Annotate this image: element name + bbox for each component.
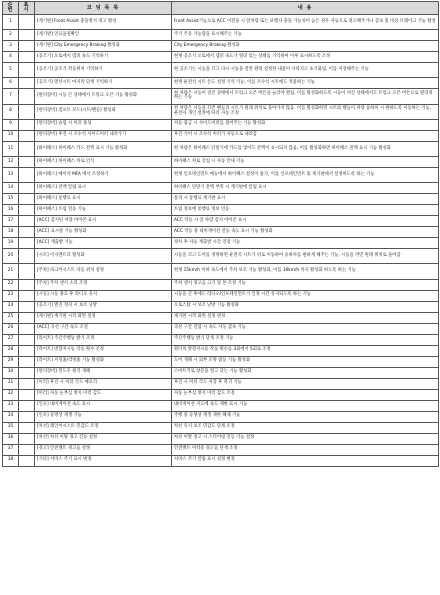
row-mark	[19, 455, 35, 466]
row-mark	[19, 301, 35, 312]
row-number: 19	[3, 238, 19, 249]
row-description: 시동을 끄고 도어를 개방하면 운전석 시트가 뒤로 이동하여 승하차를 편하게 해주는 기능, 시동을 켜면 원래 위치로 돌아감	[172, 249, 439, 264]
row-number: 17	[3, 216, 19, 227]
row-number: 5	[3, 63, 19, 78]
table-row	[3, 411, 439, 422]
row-coding-name: [미러] 자동 눈부심 방지 미러 감도	[35, 389, 172, 400]
row-coding-name: [미러] 후진 시 미러 각도 메모리	[35, 378, 172, 389]
row-coding-name: [계기판] City Emergency Braking 활성화	[35, 41, 172, 52]
row-description: 현 차량은 시동이 걸린 상태에서 트렁크 오픈 버튼을 눌러야 열림, 이를 활성화하도록 시동이 꺼진 상태에서도 트렁크 오픈 버튼으로 열리게 하는 기능	[172, 89, 439, 104]
row-coding-name: [하이패스] 트립 연동 기능	[35, 205, 172, 216]
row-mark	[19, 411, 35, 422]
row-number: 3	[3, 41, 19, 52]
row-number: 15	[3, 194, 19, 205]
row-mark	[19, 119, 35, 130]
row-description: 통과 시 통행료 계기판 표시	[172, 194, 439, 205]
row-mark	[19, 227, 35, 238]
row-coding-name: [공조기] 엔진 정지 시 보조 난방	[35, 301, 172, 312]
table-row	[3, 290, 439, 301]
table-row	[3, 301, 439, 312]
row-number: 7	[3, 89, 19, 104]
row-description: ACC 작동 중 내비게이션 연동 속도 표시 기능 활성화	[172, 227, 439, 238]
header-desc: 내 용	[172, 2, 439, 15]
row-mark	[19, 63, 35, 78]
row-description: 계기판 시작 화면 설정 변경	[172, 312, 439, 323]
table-row	[3, 216, 439, 227]
row-number: 20	[3, 249, 19, 264]
row-coding-name: [계기판] 연료품질확인	[35, 30, 172, 41]
row-coding-name: [하이패스] 메이커 MFA 에서 조정하기	[35, 167, 172, 182]
row-description: 주차 센서 경고음 크기 및 톤 조정 기능	[172, 279, 439, 290]
row-coding-name: [하이패스] 통행료 표시	[35, 194, 172, 205]
row-description: 주간주행등 밝기 단계 조정 기능	[172, 334, 439, 345]
row-mark	[19, 89, 35, 104]
table-body	[3, 15, 439, 467]
row-number: 16	[3, 205, 19, 216]
row-number: 36	[3, 433, 19, 444]
row-mark	[19, 238, 35, 249]
row-coding-name: [인포] 동영상 재생 기능	[35, 411, 172, 422]
row-coding-name: [주차] 파크어시스트 자동 위치 설정	[35, 264, 172, 279]
row-number: 26	[3, 323, 19, 334]
row-number: 12	[3, 156, 19, 167]
row-coding-name: [차선] 차선 이탈 경고 진동 설정	[35, 433, 172, 444]
table-row	[3, 30, 439, 41]
row-mark	[19, 78, 35, 89]
row-description: 현재 공조기 오토에서 댐퍼 속도가 열려 있는 상태를 기억하여 이후 표시하도록 조정	[172, 52, 439, 63]
row-coding-name: [공조기] 오토에서 댐퍼 속도 기억하기	[35, 52, 172, 63]
row-mark	[19, 167, 35, 182]
row-description: 차선 유지 보조 민감도 단계 조정	[172, 422, 439, 433]
row-number: 29	[3, 356, 19, 367]
row-coding-name: [ACC] 표시창 기능 활성화	[35, 227, 172, 238]
row-number: 8	[3, 104, 19, 119]
table-row	[3, 356, 439, 367]
table-row	[3, 345, 439, 356]
table-row	[3, 89, 439, 104]
row-description: 주행 중 동영상 재생 제한 해제 기능	[172, 411, 439, 422]
row-number: 25	[3, 312, 19, 323]
row-number: 22	[3, 279, 19, 290]
row-coding-name: [시트] 이지엔트리 활성화	[35, 249, 172, 264]
table-row	[3, 41, 439, 52]
row-description: 하이패스 단말기 잔액 부족 시 계기판에 알림 표시	[172, 183, 439, 194]
row-description: 내비게이션 지도에 속도 제한 표시 기능	[172, 400, 439, 411]
table-row	[3, 238, 439, 249]
table-row	[3, 367, 439, 378]
row-description: 현 차량은 하이패스 단말기에 카드를 넣어도 잔액이 표시되지 않음, 이를 활성화하면 하이패스 잔액 표시 기능 활성화	[172, 141, 439, 156]
row-description: 원터치 방향지시등 작동 횟수를 3회에서 5회로 조정	[172, 345, 439, 356]
table-row	[3, 249, 439, 264]
row-coding-name: [주차] 주차 센서 소리 조정	[35, 279, 172, 290]
row-mark	[19, 422, 35, 433]
row-mark	[19, 130, 35, 141]
row-coding-name: [라이트] 커밍홈/리빙홈 기능 활성화	[35, 356, 172, 367]
row-number: 24	[3, 301, 19, 312]
row-description: 도어 개폐 시 외부 조명 점등 기능 활성화	[172, 356, 439, 367]
row-mark	[19, 52, 35, 63]
row-description: ACC 작동 시 앞 차량 감지 아이콘 표시	[172, 216, 439, 227]
row-coding-name: [라이트] 주간주행등 밝기 조정	[35, 334, 172, 345]
row-number: 9	[3, 119, 19, 130]
row-number: 2	[3, 30, 19, 41]
row-number: 27	[3, 334, 19, 345]
row-mark	[19, 389, 35, 400]
row-mark	[19, 323, 35, 334]
row-mark	[19, 141, 35, 156]
table-row	[3, 156, 439, 167]
table-row	[3, 119, 439, 130]
header-mark: 표시	[19, 2, 35, 15]
row-coding-name: [ACC] 곡선 구간 속도 조절	[35, 323, 172, 334]
row-description: 서비스 주기 알림 표시 설정 변경	[172, 455, 439, 466]
row-number: 34	[3, 411, 19, 422]
row-mark	[19, 290, 35, 301]
row-number: 18	[3, 227, 19, 238]
row-mark	[19, 30, 35, 41]
row-coding-name: [하이패스] 하이패스 카드 잔액 표시 기능 활성화	[35, 141, 172, 156]
row-number: 14	[3, 183, 19, 194]
row-description: 자동 눈부심 방지 미러 감도 조정	[172, 389, 439, 400]
table-row	[3, 334, 439, 345]
table-row	[3, 264, 439, 279]
row-mark	[19, 279, 35, 290]
coding-list-page	[2, 1, 438, 593]
row-description: 자동 잠금 시 사이드미러를 접어주는 기능 활성화	[172, 119, 439, 130]
table-row	[3, 444, 439, 455]
row-coding-name: [하이패스] 잔액 알림 표시	[35, 183, 172, 194]
row-mark	[19, 216, 35, 227]
row-mark	[19, 433, 35, 444]
row-description: 스마트키로 창문을 열고 닫는 기능 활성화	[172, 367, 439, 378]
row-description: 정차 후 자동 재출발 시간 연장 기능	[172, 238, 439, 249]
row-mark	[19, 104, 35, 119]
row-coding-name: [라이트] 방향지시등 작동 횟수 조정	[35, 345, 172, 356]
row-description: 현 공조기는 시동을 끄고 다시 시동을 걸면 원래 설정된 내용이 사라지고 초기화됨, 이를 저장해주는 기능	[172, 63, 439, 78]
table-row	[3, 63, 439, 78]
table-row	[3, 52, 439, 63]
row-number: 30	[3, 367, 19, 378]
row-description: 시동을 끈 후에도 라디오/인포테인먼트가 일정 시간 유지되도록 하는 기능	[172, 290, 439, 301]
row-mark	[19, 249, 35, 264]
row-coding-name: [경고] 안전벨트 경고음 설정	[35, 444, 172, 455]
row-description: 안전벨트 미착용 경고음 단계 조정	[172, 444, 439, 455]
table-row	[3, 312, 439, 323]
row-coding-name: [계기판] Front Assist 충돌방지 경고 활성	[35, 15, 172, 30]
header-no: 순번	[3, 2, 19, 15]
row-description: Front Assist기능으로 ACC 이전을 시 앞차량 또는 보행자 충돌 가능성이 높은 경우 자동으로 경고해주거나 감속 및 비상 브레이크 기능 활성	[172, 15, 439, 30]
table-row	[3, 389, 439, 400]
row-coding-name: [공조기] 열선시트 마지막 단계 기억하기	[35, 78, 172, 89]
row-coding-name: [ACC] 감지된 차량 아이콘 표시	[35, 216, 172, 227]
row-number: 10	[3, 130, 19, 141]
row-mark	[19, 205, 35, 216]
row-coding-name: [인포] 내비게이션 속도 표시	[35, 400, 172, 411]
table-row	[3, 378, 439, 389]
row-mark	[19, 312, 35, 323]
row-number: 31	[3, 378, 19, 389]
row-description: 주기 주유 가능량을 표시해주는 기능	[172, 30, 439, 41]
row-coding-name: [편의장비] 시동 끈 상태에서 트렁크 오픈 기능 활성화	[35, 89, 172, 104]
row-number: 32	[3, 389, 19, 400]
table-row	[3, 194, 439, 205]
table-row	[3, 130, 439, 141]
row-mark	[19, 378, 35, 389]
row-description: 현 차량은 시동을 끄면 핸들과 시트가 원래 위치로 돌아가지 않음. 이를 활성화하면 시트와 핸들이 차량 승하차 시 편하도록 이동하는 기능, 운전자 개인 설정에 따라 자동 조정	[172, 104, 439, 119]
row-mark	[19, 367, 35, 378]
table-row	[3, 279, 439, 290]
table-row	[3, 15, 439, 30]
row-mark	[19, 444, 35, 455]
row-coding-name: [시동] 시동 종료 후 라디오 유지	[35, 290, 172, 301]
row-mark	[19, 400, 35, 411]
row-mark	[19, 183, 35, 194]
table-row	[3, 167, 439, 182]
row-mark	[19, 264, 35, 279]
row-mark	[19, 41, 35, 52]
row-mark	[19, 356, 35, 367]
row-number: 1	[3, 15, 19, 30]
row-mark	[19, 15, 35, 30]
row-number: 35	[3, 422, 19, 433]
row-description: 현재 운전석 시트 온도 설정 기억 기능, 이를 조수석 시트에도 적용하는 기능	[172, 78, 439, 89]
table-row	[3, 141, 439, 156]
row-number: 38	[3, 455, 19, 466]
row-number: 33	[3, 400, 19, 411]
coding-list-table	[2, 1, 439, 467]
row-coding-name: [기타] 서비스 주기 표시 변경	[35, 455, 172, 466]
table-header-row	[3, 2, 439, 15]
row-coding-name: [하이패스] 하이패스 차로 인식	[35, 156, 172, 167]
row-number: 6	[3, 78, 19, 89]
row-coding-name: [ACC] 재출발 기능	[35, 238, 172, 249]
row-mark	[19, 194, 35, 205]
row-number: 4	[3, 52, 19, 63]
table-row	[3, 455, 439, 466]
row-coding-name: [편의장비] 컴포트 모드(시트/핸들) 활성화	[35, 104, 172, 119]
row-coding-name: [편의장비] 후진 시 조수석 사이드미러 내려가기	[35, 130, 172, 141]
row-number: 28	[3, 345, 19, 356]
row-description: 오토스탑 시 보조 난방 기능 활성화	[172, 301, 439, 312]
row-description: 후진 기어 시 조수석 미러가 자동으로 내려감	[172, 130, 439, 141]
row-mark	[19, 334, 35, 345]
row-description: 하이패스 차로 진입 시 자동 안내 기능	[172, 156, 439, 167]
row-number: 21	[3, 264, 19, 279]
table-row	[3, 323, 439, 334]
row-mark	[19, 345, 35, 356]
row-coding-name: [차선] 레인어시스트 민감도 조정	[35, 422, 172, 433]
row-description: 곡선 구간 진입 시 속도 자동 감속 기능	[172, 323, 439, 334]
row-number: 37	[3, 444, 19, 455]
table-row	[3, 183, 439, 194]
table-row	[3, 422, 439, 433]
row-coding-name: [공조기] 공조기 작동위치 기억하기	[35, 63, 172, 78]
row-description: 차선 이탈 경고 시 스티어링 진동 기능 설정	[172, 433, 439, 444]
row-coding-name: [편의장비] 슬립 시 미러 폴딩	[35, 119, 172, 130]
header-name: 코 딩 목 록	[35, 2, 172, 15]
row-number: 23	[3, 290, 19, 301]
table-row	[3, 205, 439, 216]
row-description: 현재 15km/h 이하 속도에서 주차 보조 기능 활성화, 이를 30km/h 까지 활성화 하도록 하는 기능	[172, 264, 439, 279]
row-description: City Emergency Braking 활성화	[172, 41, 439, 52]
row-coding-name: [계기판] 계기판 시작 화면 설정	[35, 312, 172, 323]
table-row	[3, 400, 439, 411]
row-description: 후진 시 미러 각도 저장 후 복귀 기능	[172, 378, 439, 389]
row-mark	[19, 156, 35, 167]
table-row	[3, 104, 439, 119]
table-row	[3, 78, 439, 89]
row-description: 현재 인포테인먼트 메뉴에서 하이패스 설정이 불가, 이를 인포테인먼트 및 계기판에서 설정하도록 하는 기능	[172, 167, 439, 182]
table-row	[3, 433, 439, 444]
row-coding-name: [편의장비] 윈도우 원격 개폐	[35, 367, 172, 378]
row-description: 트립 정보에 통행료 정보 연동	[172, 205, 439, 216]
row-number: 13	[3, 167, 19, 182]
table-row	[3, 227, 439, 238]
row-number: 11	[3, 141, 19, 156]
